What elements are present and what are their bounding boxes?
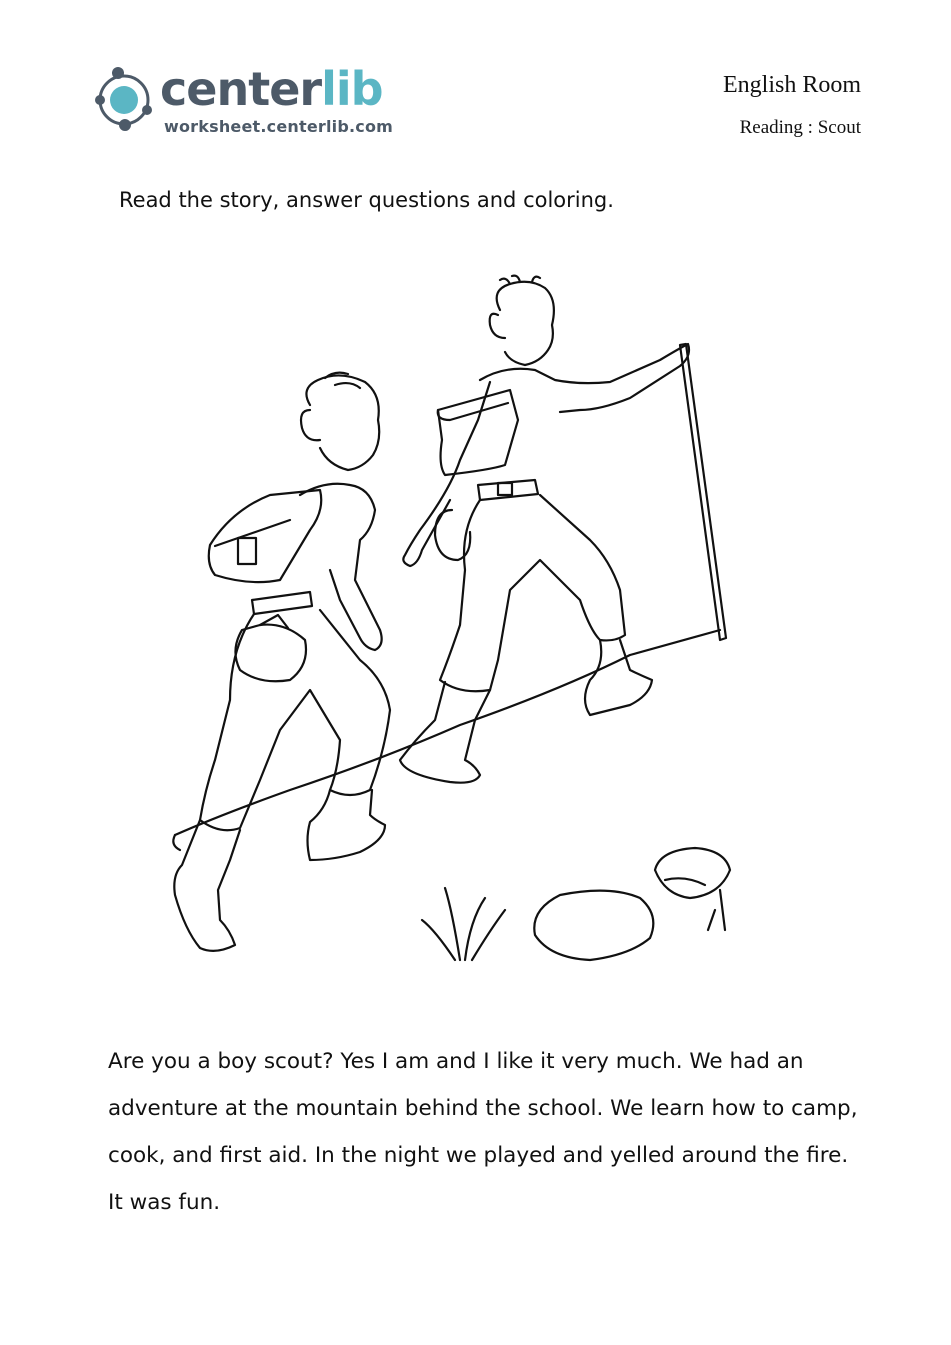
instructions-text: Read the story, answer questions and coloring. <box>119 188 614 212</box>
boy-scouts-illustration <box>160 270 740 990</box>
website-url: worksheet.centerlib.com <box>164 117 394 136</box>
story-paragraph: Are you a boy scout? Yes I am and I like it very much. We had an adventure at the mountain behind the school. We learn how to camp, cook, and first aid. In the night we played and yelled around the fire. It was fun. <box>108 1049 858 1215</box>
subject-label: Reading : Scout <box>739 117 861 138</box>
worksheet-header <box>723 70 861 140</box>
network-nodes-icon <box>92 64 158 134</box>
room-title: English Room <box>722 72 861 98</box>
centerlib-logo <box>92 62 392 142</box>
brand-name: centerlib <box>160 62 383 116</box>
